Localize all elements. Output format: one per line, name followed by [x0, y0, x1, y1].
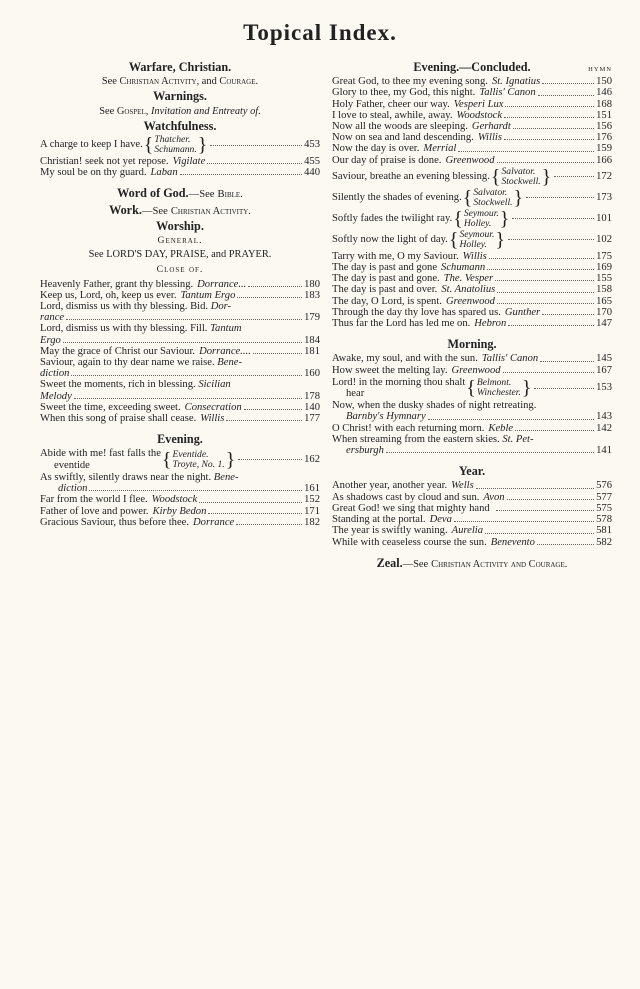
hymn-entry: A charge to keep I have. { Thatcher. Schumann. } 453: [40, 134, 320, 157]
hymn-entry: Lord! in the morning thou shalt hear { Belmont. Winchester. } 153: [332, 376, 612, 400]
hymn-entry: Sweet the moments, rich in blessing. Sicilian Melody 178: [40, 379, 320, 402]
subheader-close-of: Close of.: [156, 264, 204, 276]
hymn-entry: Glory to thee, my God, this night. Tallis' Canon 146: [332, 87, 612, 99]
hymn-entry: Standing at the portal. Deva 578: [332, 514, 612, 526]
hymn-entry: Gracious Saviour, thus before thee. Dorrance 182: [40, 516, 320, 528]
hymn-entry: Through the day thy love has spared us. Gunther 170: [332, 306, 612, 318]
hymn-entry: How sweet the melting lay. Greenwood 167: [332, 364, 612, 376]
hymn-entry: Softly now the light of day. { Seymour. Holley. } 102: [332, 228, 612, 251]
hymn-entry: Great God, to thee my evening song. St. Ignatius 150: [332, 76, 612, 88]
hymn-entry: When streaming from the eastern skies. St. Pet- ersburgh 141: [332, 433, 612, 457]
hymn-entry: I love to steal, awhile, away. Woodstock 151: [332, 109, 612, 121]
hymn-entry: Now on sea and land descending. Willis 176: [332, 132, 612, 144]
hymn-entry: Now, when the dusky shades of night retreating. Barnby's Hymnary 143: [332, 400, 612, 423]
hymn-entry: The year is swiftly waning. Aurelia 581: [332, 525, 612, 537]
hymn-entry: As swiftly, silently draws near the night. Bene- diction 161: [40, 471, 320, 495]
section-header-warnings: Warnings.: [153, 89, 207, 104]
hymn-entry: Keep us, Lord, oh, keep us ever. Tantum Ergo 183: [40, 289, 320, 301]
section-header-warfare: Warfare, Christian.: [128, 60, 232, 74]
hymn-entry: Great God! we sing that mighty hand 575: [332, 502, 612, 514]
hymn-entry: Tarry with me, O my Saviour. Willis 175: [332, 250, 612, 262]
hymn-entry: Now the day is over. Merrial 159: [332, 143, 612, 155]
hymn-entry: The day is past and gone Schumann 169: [332, 262, 612, 274]
hymn-entry: Thus far the Lord has led me on. Hebron 147: [332, 318, 612, 330]
see-also-worship: See LORD'S DAY, PRAISE, and PRAYER.: [88, 249, 272, 261]
see-also-warfare: See Christian Activity, and Courage.: [101, 76, 259, 88]
section-header-evening: Evening.: [157, 432, 203, 447]
hymn-entry: The day is past and over. St. Anatolius 158: [332, 284, 612, 296]
section-header-zeal: Zeal.—See Christian Activity and Courage.: [376, 555, 568, 570]
hymn-entry: May the grace of Christ our Saviour. Dorrance.... 181: [40, 345, 320, 357]
hymn-entry: Heavenly Father, grant thy blessing. Dorrance... 180: [40, 278, 320, 290]
hymn-entry: Lord, dismiss us with thy blessing. Bid. Dor- rance 179: [40, 301, 320, 324]
hymn-entry: Lord, dismiss us with thy blessing. Fill. Tantum Ergo 184: [40, 323, 320, 346]
hymn-column-label: HYMN: [588, 66, 612, 73]
hymn-entry: Holy Father, cheer our way. Vesperi Lux 168: [332, 98, 612, 110]
section-header-evening-concluded: Evening.—Concluded. HYMN: [413, 60, 612, 74]
evening-list-a: [332, 76, 612, 166]
section-header-morning: Morning.: [447, 337, 497, 352]
hymn-entry: Softly fades the twilight ray. { Seymour. Holley. } 101: [332, 207, 612, 230]
section-header-watchfulness: Watchfulness.: [143, 118, 217, 133]
hymn-entry: Silently the shades of evening. { Salvator. Stockwell. } 173: [332, 186, 612, 209]
hymn-entry: The day is past and gone. The. Vesper 155: [332, 273, 612, 285]
section-header-worship: Worship.: [156, 218, 204, 233]
hymn-entry: The day, O Lord, is spent. Greenwood 165: [332, 295, 612, 307]
hymn-entry: Our day of praise is done. Greenwood 166: [332, 154, 612, 166]
see-also-warnings: See Gospel, Invitation and Entreaty of.: [99, 105, 261, 117]
section-header-year: Year.: [458, 464, 486, 479]
hymn-entry: Sweet the time, exceeding sweet. Consecration 140: [40, 401, 320, 413]
hymn-entry: O Christ! with each returning morn. Keble 142: [332, 422, 612, 434]
page-title: Topical Index.: [243, 20, 397, 45]
hymn-entry: While with ceaseless course the sun. Benevento 582: [332, 536, 612, 548]
hymn-entry: Abide with me! fast falls the eventide { Eventide. Troyte, No. 1. } 162: [40, 448, 320, 471]
subheader-general: General.: [157, 235, 203, 247]
hymn-entry: Saviour, breathe an evening blessing. { Salvator. Stockwell. } 172: [332, 165, 612, 188]
hymn-entry: Now all the woods are sleeping. Gerhardt 156: [332, 121, 612, 133]
hymn-entry: Awake, my soul, and with the sun. Tallis' Canon 145: [332, 353, 612, 365]
section-header-word-of-god: Word of God.—See Bible.: [117, 186, 243, 201]
hymn-entry: Saviour, again to thy dear name we raise. Bene- diction 160: [40, 357, 320, 380]
hymn-entry: Another year, another year. Wells 576: [332, 480, 612, 492]
hymn-entry: Far from the world I flee. Woodstock 152: [40, 494, 320, 506]
hymn-entry: When this song of praise shall cease. Willis 177: [40, 413, 320, 425]
right-column: [332, 58, 612, 573]
hymn-entry: As shadows cast by cloud and sun. Avon 577: [332, 491, 612, 503]
section-header-work: Work.—See Christian Activity.: [109, 202, 251, 217]
hymn-entry: Christian! seek not yet repose. Vigilate 455: [40, 156, 320, 168]
hymn-entry: Father of love and power. Kirby Bedon 171: [40, 505, 320, 517]
left-column: [40, 58, 320, 528]
evening-list-b: [332, 251, 612, 329]
hymn-entry: My soul be on thy guard. Laban 440: [40, 167, 320, 179]
